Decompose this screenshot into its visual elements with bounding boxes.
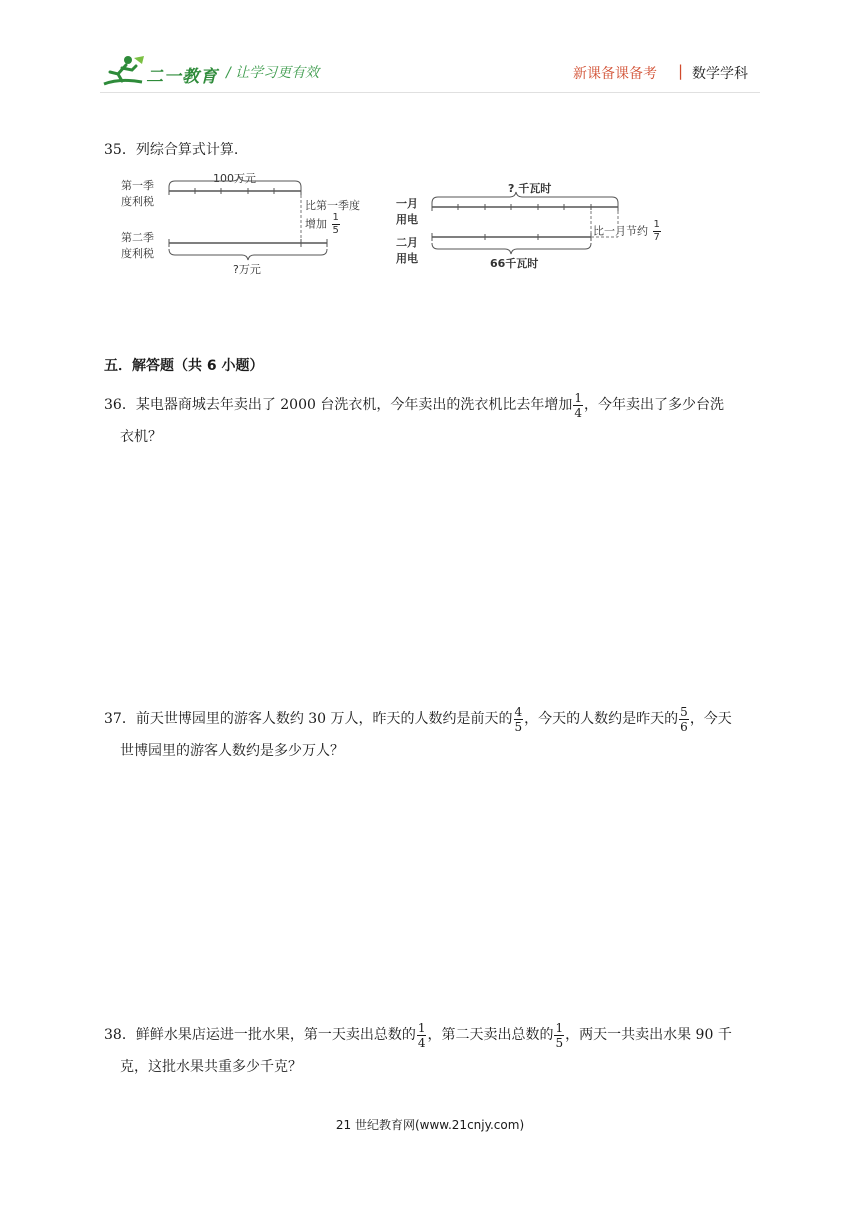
diagram-quarterly-tax [115, 165, 385, 280]
label-m1-line2: 用电 [396, 213, 418, 226]
fraction: $\frac{1}{4}$ [574, 390, 582, 420]
fraction: $\frac{4}{5}$ [514, 704, 523, 734]
bar-diagram-1 [115, 165, 385, 280]
top-value: 100万元 [213, 172, 256, 185]
q38-line2: 克，这批水果共重多少千克？ [120, 1059, 302, 1075]
q36-line1: 36．某电器商城去年卖出了 2000 台洗衣机，今年卖出的洗衣机比去年增加 $\frac{1}{4}$ ，今年卖出了多少台洗 [104, 390, 724, 420]
header-subject: 数学学科 [692, 66, 748, 82]
header-divider [100, 92, 760, 93]
page-footer: 21 世纪教育网(www.21cnjy.com) [335, 1118, 525, 1132]
label-q2-line2: 度利税 [121, 247, 154, 260]
q37-line2: 世博园里的游客人数约是多少万人？ [120, 743, 344, 759]
runner-logo-icon [100, 54, 146, 88]
saving-note: 比一月节约 $\frac{1}{7}$ [593, 219, 660, 243]
question-37 [104, 704, 764, 762]
bottom-value: 66千瓦时 [490, 257, 539, 270]
question-35: 35．列综合算式计算. [104, 142, 239, 158]
label-q2-line1: 第二季 [121, 231, 154, 244]
header-separator: | [678, 62, 684, 80]
fraction: $\frac{5}{6}$ [680, 704, 688, 734]
q38-line1: 38．鲜鲜水果店运进一批水果，第一天卖出总数的 $\frac{1}{4}$ ，第二天卖出总数的 $\frac{1}{5}$ ，两天一共卖出水果 90 千 [104, 1020, 732, 1050]
increase-note-line1: 比第一季度 [305, 199, 360, 212]
page-header [0, 0, 860, 100]
q36-line2: 衣机？ [120, 429, 162, 445]
label-q1-line2: 度利税 [121, 195, 154, 208]
question-38 [104, 1020, 764, 1078]
label-m2-line2: 用电 [396, 252, 418, 265]
fraction: $\frac{1}{5}$ [555, 1020, 564, 1050]
fraction: $\frac{1}{4}$ [417, 1020, 426, 1050]
increase-note-line2: 增加 $\frac{1}{5}$ [305, 212, 339, 236]
bottom-value: ?万元 [233, 263, 261, 276]
question-36 [104, 390, 764, 448]
diagram-electricity [390, 170, 680, 275]
bar-diagram-2 [390, 170, 680, 275]
section-title: 五．解答题（共 6 小题） [104, 358, 264, 374]
top-value: ? 千瓦时 [508, 182, 552, 195]
label-m2-line1: 二月 [396, 236, 418, 249]
logo-text: 二一教育 [146, 67, 218, 87]
label-m1-line1: 一月 [396, 197, 418, 210]
label-q1-line1: 第一季 [121, 179, 154, 192]
slogan: / 让学习更有效 [226, 65, 320, 81]
q37-line1: 37．前天世博园里的游客人数约 30 万人，昨天的人数约是前天的 $\frac{4}{5}$ ，今天的人数约是昨天的 $\frac{5}{6}$ ，今天 [104, 704, 732, 734]
header-category: 新课备课备考 [573, 66, 657, 82]
